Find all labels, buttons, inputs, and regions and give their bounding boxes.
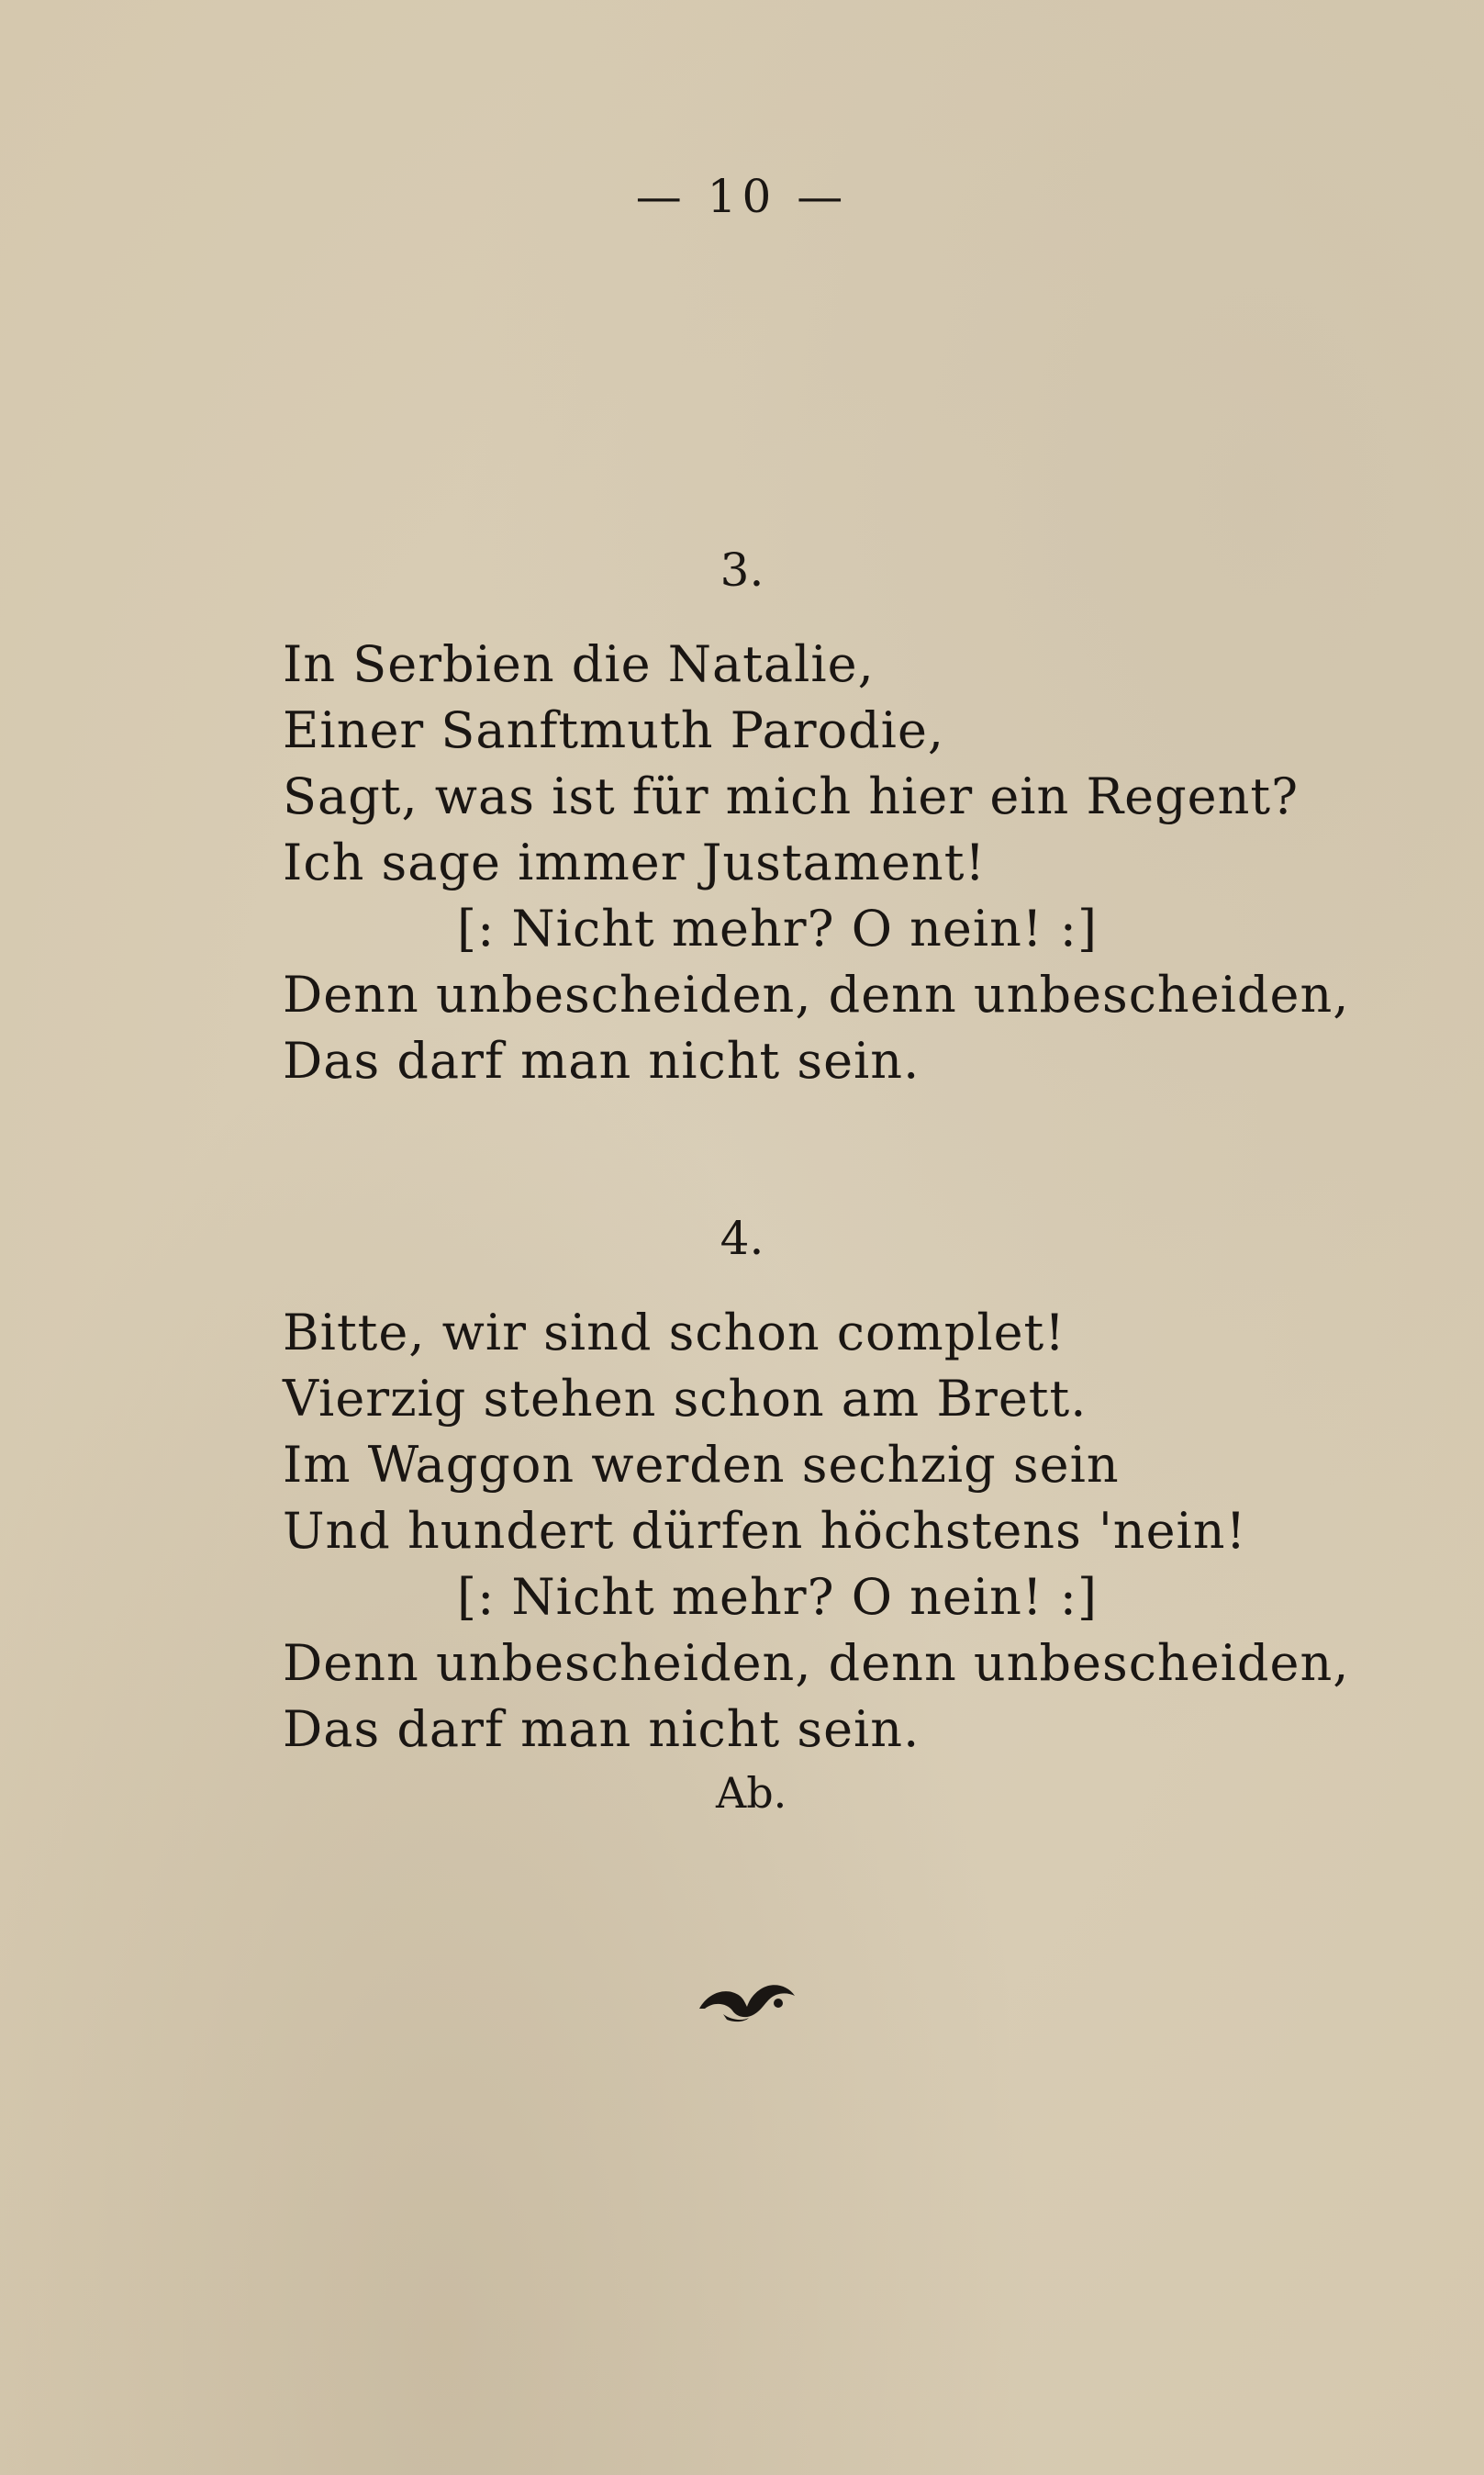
verse-line: Das darf man nicht sein. bbox=[283, 1032, 921, 1090]
verse-line: In Serbien die Natalie, bbox=[283, 635, 875, 693]
verse-line: Bitte, wir sind schon complet! bbox=[283, 1304, 1066, 1361]
verse-line: Vierzig stehen schon am Brett. bbox=[283, 1370, 1088, 1428]
verse-line: Das darf man nicht sein. bbox=[283, 1700, 921, 1758]
verse-line: Und hundert dürfen höchstens 'nein! bbox=[283, 1502, 1247, 1560]
verse-line: Denn unbescheiden, denn unbescheiden, bbox=[283, 1634, 1350, 1692]
refrain-line: [: Nicht mehr? O nein! :] bbox=[457, 900, 1099, 958]
stanza-number: 4. bbox=[720, 1212, 764, 1265]
page-number: — 10 — bbox=[635, 170, 849, 223]
refrain-line: [: Nicht mehr? O nein! :] bbox=[457, 1568, 1099, 1626]
verse-line: Im Waggon werden sechzig sein bbox=[283, 1436, 1120, 1494]
fleuron-ornament-icon bbox=[696, 1972, 798, 2023]
bleed-through-texture bbox=[110, 275, 1395, 342]
author-signature: Ab. bbox=[716, 1768, 787, 1818]
stanza-number: 3. bbox=[720, 543, 764, 597]
verse-line: Denn unbescheiden, denn unbescheiden, bbox=[283, 966, 1350, 1024]
verse-line: Ich sage immer Justament! bbox=[283, 834, 987, 891]
verse-line: Einer Sanftmuth Parodie, bbox=[283, 701, 945, 759]
verse-line: Sagt, was ist für mich hier ein Regent? bbox=[283, 767, 1300, 825]
